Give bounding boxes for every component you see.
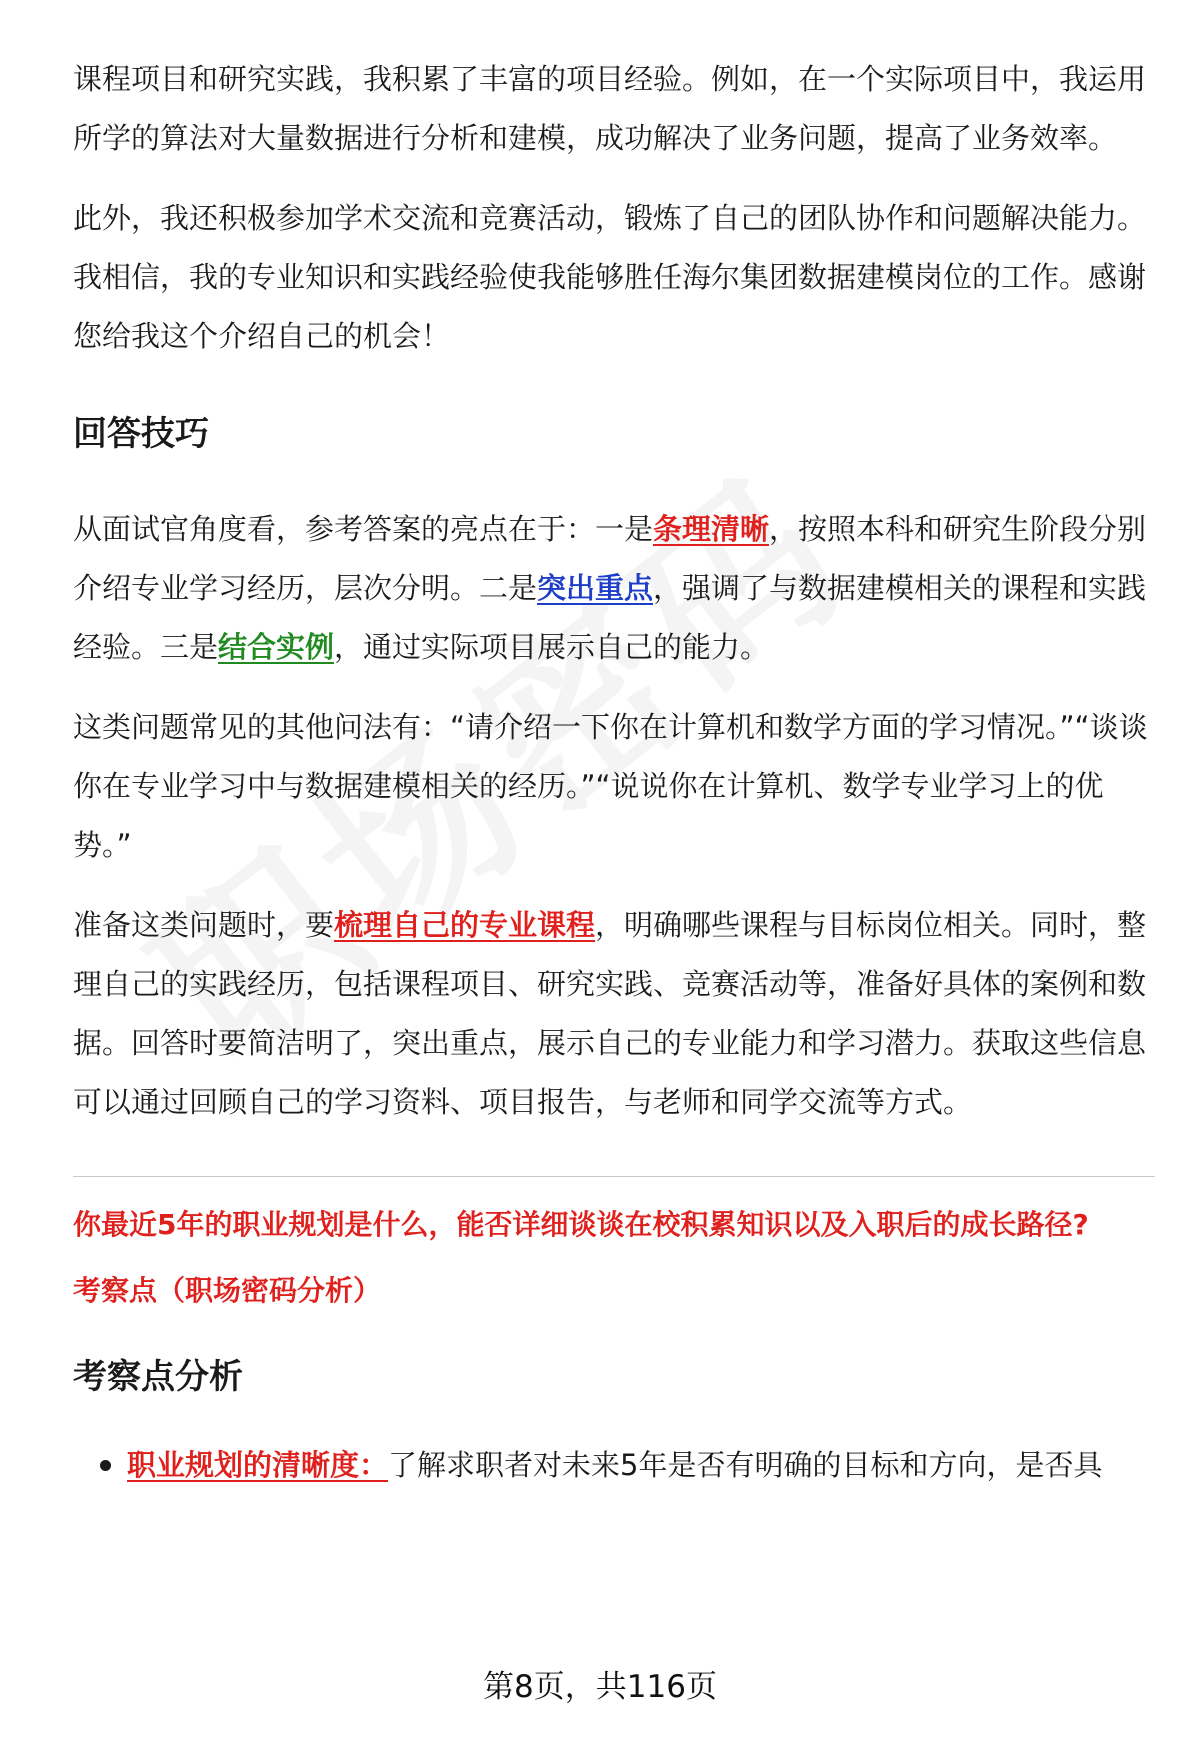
paragraph-alternative-questions: 这类问题常见的其他问法有：“请介绍一下你在计算机和数学方面的学习情况。”“谈谈你在专业学习中与数据建模相关的经历。”“说说你在计算机、数学专业学习上的优势。” bbox=[73, 710, 1148, 862]
heading-analysis: 考察点分析 bbox=[73, 1357, 243, 1397]
page-content bbox=[73, 50, 1153, 1487]
prep-text-1: 准备这类问题时，要 bbox=[73, 908, 335, 942]
prep-text-2: ，明确哪些课程与目标岗位相关。同时，整理自己的实践经历，包括课程项目、研究实践、竞赛活动等，准备好具体的案例和数据。回答时要简洁明了，突出重点，展示自己的专业能力和学习潜力。获取这些信息可以通过回顾自己的学习资料、项目报告，与老师和同学交流等方式。 bbox=[73, 908, 1147, 1119]
heading-answer-tips: 回答技巧 bbox=[73, 414, 209, 454]
tips-text-4: ，通过实际项目展示自己的能力。 bbox=[334, 630, 770, 664]
paragraph-tips-highlights bbox=[73, 500, 1153, 677]
tips-text-1: 从面试官角度看，参考答案的亮点在于：一是 bbox=[73, 512, 654, 546]
paragraph-preparation bbox=[73, 896, 1153, 1132]
bullet-text: 了解求职者对未来5年是否有明确的目标和方向，是否具 bbox=[388, 1448, 1103, 1482]
question-subtitle: 考察点（职场密码分析） bbox=[73, 1274, 382, 1307]
paragraph-project-experience: 课程项目和研究实践，我积累了丰富的项目经验。例如，在一个实际项目中，我运用所学的算法对大量数据进行分析和建模，成功解决了业务问题，提高了业务效率。 bbox=[73, 62, 1147, 155]
highlight-clear-structure: 条理清晰 bbox=[653, 512, 770, 546]
list-item bbox=[73, 1443, 1153, 1487]
question-title: 你最近5年的职业规划是什么，能否详细谈谈在校积累知识以及入职后的成长路径? bbox=[73, 1208, 1089, 1241]
bullet-label: 职业规划的清晰度： bbox=[127, 1448, 389, 1482]
highlight-key-points: 突出重点 bbox=[537, 571, 654, 605]
bullet-dot-icon bbox=[100, 1460, 111, 1471]
page-footer: 第8页，共116页 bbox=[483, 1669, 717, 1705]
tips-text-3: ，强调了与数据建模相关的课程和实践经验。三是 bbox=[73, 571, 1147, 664]
highlight-examples: 结合实例 bbox=[218, 630, 335, 664]
highlight-sort-courses: 梳理自己的专业课程 bbox=[334, 908, 596, 942]
paragraph-activities: 此外，我还积极参加学术交流和竞赛活动，锻炼了自己的团队协作和问题解决能力。我相信，我的专业知识和实践经验使我能够胜任海尔集团数据建模岗位的工作。感谢您给我这个介绍自己的机会！ bbox=[73, 201, 1147, 353]
section-divider bbox=[73, 1176, 1155, 1177]
tips-text-2: ，按照本科和研究生阶段分别介绍专业学习经历，层次分明。二是 bbox=[73, 512, 1147, 605]
